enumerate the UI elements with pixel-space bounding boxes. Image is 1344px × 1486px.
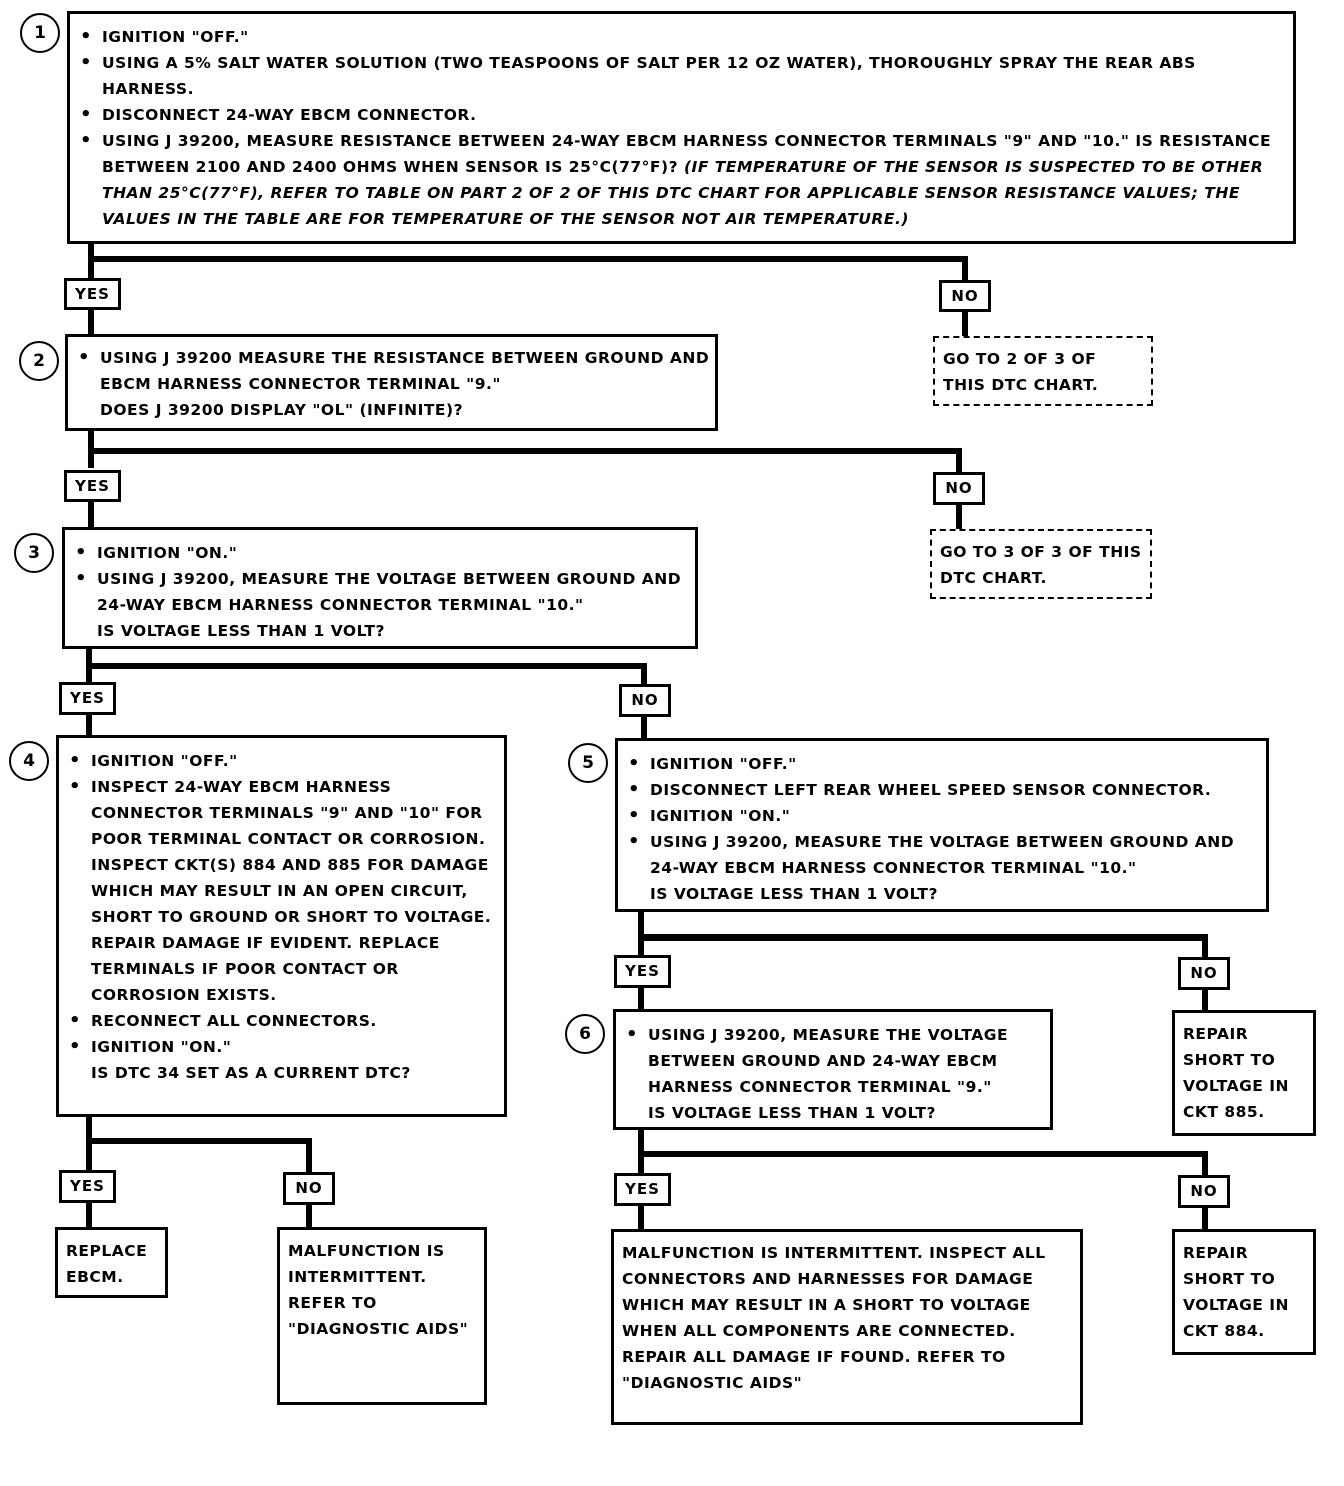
connector-line xyxy=(956,503,962,531)
step-6-box xyxy=(613,1009,1053,1130)
step-4-question: IS DTC 34 SET AS A CURRENT DTC? xyxy=(91,1064,411,1082)
connector-line xyxy=(1202,934,1208,958)
no-label: NO xyxy=(619,684,671,717)
step-4-item: • IGNITION "OFF." xyxy=(59,748,504,774)
replace-ebcm-box xyxy=(55,1227,168,1298)
no-label: NO xyxy=(939,280,991,312)
intermittent-full-box xyxy=(611,1229,1083,1425)
connector-line xyxy=(962,256,968,282)
replace-ebcm-text: REPLACE EBCM. xyxy=(66,1242,148,1286)
step-1-item xyxy=(70,128,1293,232)
connector-line xyxy=(88,500,94,530)
no-label: NO xyxy=(1178,957,1230,990)
step-number: 6 xyxy=(565,1014,605,1054)
intermittent-box xyxy=(277,1227,487,1405)
repair-ckt-884-text: REPAIR SHORT TO VOLTAGE IN CKT 884. xyxy=(1183,1244,1290,1340)
connector-line xyxy=(638,986,644,1010)
step-3-item: • IGNITION "ON." xyxy=(65,540,695,566)
connector-line xyxy=(86,1138,312,1144)
no-label: NO xyxy=(283,1172,335,1205)
step-1-item: • DISCONNECT 24-WAY EBCM CONNECTOR. xyxy=(70,102,1293,128)
connector-line xyxy=(1202,988,1208,1012)
yes-label: YES xyxy=(614,955,671,988)
intermittent-full-text: MALFUNCTION IS INTERMITTENT. INSPECT ALL CONNECTORS AND HARNESSES FOR DAMAGE WHICH MAY RESULT IN A SHORT TO VOLTAGE WHEN ALL COMPONENTS ARE CONNECTED. REPAIR ALL DAMAGE IF FOUND. REFER TO "DIAGNOSTIC AIDS" xyxy=(622,1244,1046,1392)
connector-line xyxy=(641,663,647,685)
step-1-item: • IGNITION "OFF." xyxy=(70,24,1293,50)
step-number: 4 xyxy=(9,741,49,781)
goto-2-of-3-box xyxy=(933,336,1153,406)
connector-line xyxy=(86,1201,92,1229)
step-number: 1 xyxy=(20,13,60,53)
step-3-question: IS VOLTAGE LESS THAN 1 VOLT? xyxy=(97,622,385,640)
step-5-box xyxy=(615,738,1269,912)
repair-ckt-884-box xyxy=(1172,1229,1316,1355)
step-1-item: • USING A 5% SALT WATER SOLUTION (TWO TEASPOONS OF SALT PER 12 OZ WATER), THOROUGHLY SPRAY THE REAR ABS HARNESS. xyxy=(70,50,1293,102)
step-2-question: DOES J 39200 DISPLAY "OL" (INFINITE)? xyxy=(100,401,464,419)
connector-line xyxy=(638,1205,644,1231)
step-5-item: • USING J 39200, MEASURE THE VOLTAGE BETWEEN GROUND AND 24-WAY EBCM HARNESS CONNECTOR TERMINAL "10." xyxy=(618,829,1266,881)
connector-line xyxy=(306,1138,312,1174)
connector-line xyxy=(1202,1205,1208,1231)
yes-label: YES xyxy=(64,470,121,502)
connector-line xyxy=(88,256,968,262)
step-1-note: (IF TEMPERATURE OF THE SENSOR IS SUSPECTED TO BE OTHER THAN 25°C(77°F), REFER TO TABLE ON PART 2 OF 2 OF THIS DTC CHART FOR APPLICABLE SENSOR RESISTANCE VALUES; THE VALUES IN THE TABLE ARE FOR TEMPERATURE OF THE SENSOR NOT AIR TEMPERATURE.) xyxy=(102,158,1264,228)
repair-ckt-885-box xyxy=(1172,1010,1316,1136)
step-2-box xyxy=(65,334,718,431)
goto-2-of-3-text: GO TO 2 OF 3 OF THIS DTC CHART. xyxy=(943,350,1099,394)
no-label: NO xyxy=(1178,1175,1230,1208)
step-3-item: • USING J 39200, MEASURE THE VOLTAGE BETWEEN GROUND AND 24-WAY EBCM HARNESS CONNECTOR TERMINAL "10." xyxy=(65,566,695,618)
step-6-question: IS VOLTAGE LESS THAN 1 VOLT? xyxy=(648,1104,936,1122)
step-number: 5 xyxy=(568,743,608,783)
step-5-item: • IGNITION "OFF." xyxy=(618,751,1266,777)
connector-line xyxy=(638,934,1208,941)
connector-line xyxy=(956,448,962,474)
step-3-box xyxy=(62,527,698,649)
connector-line xyxy=(638,1151,1208,1157)
step-number: 3 xyxy=(14,533,54,573)
connector-line xyxy=(86,713,92,737)
connector-line xyxy=(86,663,647,669)
step-1-question: USING J 39200, MEASURE RESISTANCE BETWEEN 24-WAY EBCM HARNESS CONNECTOR TERMINALS "9" AND "10." IS RESISTANCE BETWEEN 2100 AND 2400 OHMS WHEN SENSOR IS 25°C(77°F)? xyxy=(102,132,1272,176)
no-label: NO xyxy=(933,472,985,505)
step-4-box xyxy=(56,735,507,1117)
intermittent-text: MALFUNCTION IS INTERMITTENT. REFER TO "DIAGNOSTIC AIDS" xyxy=(288,1242,469,1338)
connector-line xyxy=(1202,1151,1208,1175)
yes-label: YES xyxy=(614,1173,671,1206)
step-4-item: • RECONNECT ALL CONNECTORS. xyxy=(59,1008,504,1034)
connector-line xyxy=(638,909,644,956)
yes-label: YES xyxy=(59,682,116,715)
step-2-item: • USING J 39200 MEASURE THE RESISTANCE BETWEEN GROUND AND EBCM HARNESS CONNECTOR TERMINAL "9." xyxy=(68,345,715,397)
step-6-item: • USING J 39200, MEASURE THE VOLTAGE BETWEEN GROUND AND 24-WAY EBCM HARNESS CONNECTOR TERMINAL "9." xyxy=(616,1022,1050,1100)
step-5-item: • DISCONNECT LEFT REAR WHEEL SPEED SENSOR CONNECTOR. xyxy=(618,777,1266,803)
step-number: 2 xyxy=(19,341,59,381)
step-5-item: • IGNITION "ON." xyxy=(618,803,1266,829)
step-4-item: • IGNITION "ON." xyxy=(59,1034,504,1060)
goto-3-of-3-box xyxy=(930,529,1152,599)
step-4-item: • INSPECT 24-WAY EBCM HARNESS CONNECTOR TERMINALS "9" AND "10" FOR POOR TERMINAL CONTACT OR CORROSION. INSPECT CKT(S) 884 AND 885 FOR DAMAGE WHICH MAY RESULT IN AN OPEN CIRCUIT, SHORT TO GROUND OR SHORT TO VOLTAGE. REPAIR DAMAGE IF EVIDENT. REPLACE TERMINALS IF POOR CONTACT OR CORROSION EXISTS. xyxy=(59,774,504,1008)
connector-line xyxy=(962,310,968,338)
connector-line xyxy=(88,448,962,454)
step-1-box xyxy=(67,11,1296,244)
repair-ckt-885-text: REPAIR SHORT TO VOLTAGE IN CKT 885. xyxy=(1183,1025,1290,1121)
goto-3-of-3-text: GO TO 3 OF 3 OF THIS DTC CHART. xyxy=(940,543,1142,587)
connector-line xyxy=(638,1127,644,1173)
step-5-question: IS VOLTAGE LESS THAN 1 VOLT? xyxy=(650,885,938,903)
yes-label: YES xyxy=(64,278,121,310)
yes-label: YES xyxy=(59,1170,116,1203)
